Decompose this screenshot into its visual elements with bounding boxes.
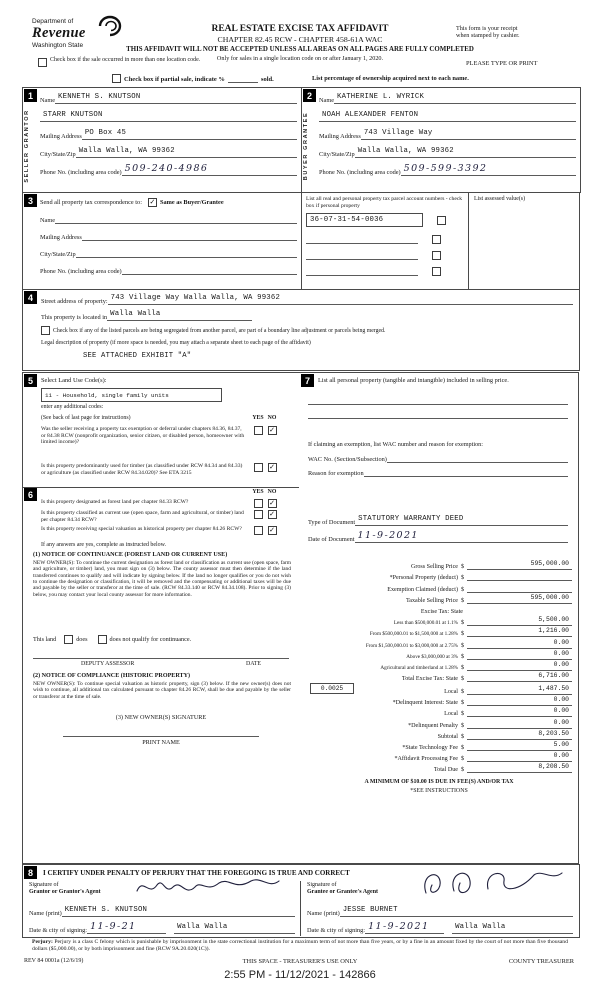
does-checkbox[interactable] xyxy=(64,635,73,644)
seller-name-label: Name xyxy=(40,97,56,104)
logo-state-text: Washington State xyxy=(32,42,84,49)
buyer-mailing-field[interactable]: 743 Village Way xyxy=(361,129,576,140)
see-back-note: (See back of last page for instructions) xyxy=(41,415,131,421)
new-owner-signature-label: (3) NEW OWNER(S) SIGNATURE xyxy=(115,714,207,721)
corr-mailing-label: Mailing Address xyxy=(40,234,82,241)
does-label: does xyxy=(76,636,88,643)
assessed-value-column xyxy=(469,193,579,291)
partial-sale-percent-field[interactable] xyxy=(228,75,258,83)
corr-phone-label: Phone No. (including area code) xyxy=(40,268,122,275)
doc-type-field[interactable]: STATUTORY WARRANTY DEED xyxy=(355,515,568,526)
s5-q1-yes-checkbox[interactable] xyxy=(254,426,263,435)
certification-section xyxy=(22,864,580,938)
seller-city-field[interactable]: Walla Walla, WA 99362 xyxy=(76,147,297,158)
dollar-sign: $ xyxy=(460,631,465,638)
parcel-number-field-3[interactable] xyxy=(306,266,418,276)
dollar-sign: $ xyxy=(460,756,465,763)
dollar-sign: $ xyxy=(460,711,465,718)
section7-number: 7 xyxy=(301,374,314,387)
s6-question2: Is this property classified as current use (open space, farm and agricultural, or timber) land per chapter 84.34 RCW? xyxy=(41,510,244,523)
form-title: REAL ESTATE EXCISE TAX AFFIDAVIT xyxy=(211,24,389,34)
deputy-assessor-label: DEPUTY ASSESSOR xyxy=(81,661,135,667)
s5-q2-no-checkbox[interactable]: ✓ xyxy=(269,463,275,471)
county-treasurer-label: COUNTY TREASURER xyxy=(508,958,574,965)
buyer-name2-field[interactable]: NOAH ALEXANDER FENTON xyxy=(319,111,576,122)
single-location-note: Only for sales in a single location code on or after January 1, 2020. xyxy=(216,54,384,62)
row-local-label: Local xyxy=(444,689,458,696)
row-subtotal-label: Subtotal xyxy=(437,733,458,740)
row-total-state-value[interactable]: 6,716.00 xyxy=(467,672,572,682)
corr-phone-field[interactable] xyxy=(122,264,297,275)
dollar-sign: $ xyxy=(460,620,465,627)
seller-city-label: City/State/Zip xyxy=(40,151,76,158)
doc-type-label: Type of Document xyxy=(308,519,356,526)
scan-timestamp: 2:55 PM - 11/12/2021 - 142866 xyxy=(224,969,376,981)
row-delinq-int-local-label: Local xyxy=(444,711,458,718)
section5-number: 5 xyxy=(24,374,37,387)
s6-yes-header: YES xyxy=(252,489,264,495)
correspondence-section xyxy=(22,192,580,292)
form-chapters: CHAPTER 82.45 RCW - CHAPTER 458-61A WAC xyxy=(217,35,383,44)
row-agri-value[interactable]: 0.00 xyxy=(467,661,572,671)
row-taxable-value[interactable]: 595,000.00 xyxy=(467,594,572,604)
minimum-due-note: A MINIMUM OF $10.00 IS DUE IN FEE(S) AND/OR TAX xyxy=(364,779,514,785)
certification-divider xyxy=(300,881,301,936)
grantor-city-field[interactable]: Walla Walla xyxy=(174,923,295,934)
grantee-sig-of-label: Signature of xyxy=(307,882,337,888)
row-exemption-value[interactable] xyxy=(467,583,572,593)
legal-description-label: Legal description of property (if more space is needed, you may attach a separate sheet to each page of the affidavit) xyxy=(41,340,311,346)
grantee-date-field[interactable]: 11-9-2021 xyxy=(365,921,444,934)
segregated-checkbox[interactable] xyxy=(41,326,50,335)
date-label: DATE xyxy=(245,661,261,667)
seller-name2-field[interactable]: STARR KNUTSON xyxy=(40,111,297,122)
section3-number: 3 xyxy=(24,194,37,207)
row-tier2-value[interactable]: 1,216.00 xyxy=(467,627,572,637)
personal-property-line-2[interactable] xyxy=(308,417,568,419)
row-exemption-label: Exemption Claimed (deduct) xyxy=(387,586,458,593)
section2-number: 2 xyxy=(303,89,316,102)
same-as-buyer-checkbox[interactable]: ✓ xyxy=(149,197,156,206)
row-taxable-label: Taxable Selling Price xyxy=(405,597,458,604)
if-yes-note: If any answers are yes, complete as instructed below. xyxy=(41,542,166,548)
excise-tax-table xyxy=(306,559,572,773)
certify-statement: I CERTIFY UNDER PENALTY OF PERJURY THAT THE FOREGOING IS TRUE AND CORRECT xyxy=(43,869,350,877)
logo-dept-text: Department of xyxy=(32,18,74,25)
located-in-field[interactable]: Walla Walla xyxy=(107,310,252,321)
form-rev-number: REV 84 0001a (12/6/19) xyxy=(24,958,84,964)
partial-sale-label: Check box if partial sale, indicate % xyxy=(124,76,225,83)
seller-section xyxy=(22,87,302,193)
dollar-sign: $ xyxy=(460,745,465,751)
section1-number: 1 xyxy=(24,89,37,102)
row-total-due-label: Total Due xyxy=(433,767,458,774)
perjury-body: Perjury is a class C felony which is punishable by imprisonment in the state correctional institution for a maximum term of not more than five years, or by a fine in an amount fixed by the court of not more than five thousand dollars ($5,000.00), or by both imprisonment and fine (RCW 9A.20.020(1C)). xyxy=(32,939,568,952)
dollar-sign: $ xyxy=(460,575,465,582)
row-tier3-label: From $1,500,000.01 to $3,000,000 at 2.75% xyxy=(365,642,458,649)
grantor-name-print-label: Name (print) xyxy=(29,910,62,917)
receipt-note-line2: when stamped by cashier. xyxy=(456,32,520,39)
s5-yes-header: YES xyxy=(252,415,264,421)
seller-phone-label: Phone No. (including area code) xyxy=(40,169,122,176)
please-type-note: PLEASE TYPE OR PRINT xyxy=(466,60,538,67)
exemption-note: If claiming an exemption, list WAC number and reason for exemption: xyxy=(308,441,483,448)
row-total-due-value[interactable]: 8,208.50 xyxy=(467,763,572,773)
buyer-name-label: Name xyxy=(319,97,335,104)
dollar-sign: $ xyxy=(460,564,465,571)
notice1-title: (1) NOTICE OF CONTINUANCE (FOREST LAND OR CURRENT USE) xyxy=(33,552,228,558)
legal-description-value[interactable]: SEE ATTACHED EXHIBIT "A" xyxy=(83,352,192,360)
row-excise-header-label: Excise Tax: State xyxy=(420,608,463,615)
row-tier4-value[interactable]: 0.00 xyxy=(467,650,572,660)
s5-q2-yes-checkbox[interactable] xyxy=(254,463,263,472)
row-affidavit-fee-label: *Affidavit Processing Fee xyxy=(394,756,458,763)
dollar-sign: $ xyxy=(460,597,465,604)
land-use-code-field[interactable]: 11 - Household, single family units xyxy=(41,388,222,402)
row-personal-label: *Personal Property (deduct) xyxy=(389,575,458,582)
does-not-checkbox[interactable] xyxy=(98,635,107,644)
notice2-body: NEW OWNER(S): To continue special valuation as historic property, sign (3) below. If the new owner(s) does not wish to continue, all additional tax calculated pursuant to chapter 84.26 RCW, shall be due and payable by the seller or transferor at the time of sale. xyxy=(33,681,291,700)
s5-question2: Is this property predominantly used for timber (as classified under RCW 84.34 and 84.33) or agriculture (as classified under RCW 84.34.020)? See ETA 3215 xyxy=(41,463,243,476)
corr-city-label: City/State/Zip xyxy=(40,251,76,258)
corr-name-label: Name xyxy=(40,217,56,224)
parcel-personal-checkbox-0[interactable] xyxy=(437,216,446,225)
section-divider xyxy=(23,487,299,488)
s6-question3: Is this property receiving special valuation as historical property per chapter 84.26 RCW? xyxy=(41,526,242,532)
parcel-number-field-1[interactable] xyxy=(306,234,418,244)
s6-q3-no-checkbox[interactable]: ✓ xyxy=(269,526,275,534)
corr-city-field[interactable] xyxy=(76,247,297,258)
wac-field[interactable] xyxy=(387,452,568,463)
grantee-name-print-label: Name (print) xyxy=(307,910,340,917)
grantee-city-field[interactable]: Walla Walla xyxy=(452,923,573,934)
revenue-swirl-icon xyxy=(94,14,128,38)
row-subtotal-value[interactable]: 8,203.50 xyxy=(467,730,572,740)
row-tier1-label: Less than $500,000.01 at 1.1% xyxy=(393,620,458,627)
buyer-city-label: City/State/Zip xyxy=(319,151,355,158)
same-as-buyer-label: Same as Buyer/Grantee xyxy=(159,198,224,206)
parcel-number-field[interactable]: 36-07-31-54-0036 xyxy=(306,213,423,227)
new-owner-signature-line[interactable] xyxy=(63,735,259,737)
seller-side-label: SELLER GRANTOR xyxy=(24,109,30,183)
parcel-personal-checkbox-3[interactable] xyxy=(432,267,441,276)
parcel-column xyxy=(302,193,469,291)
row-delinq-penalty-label: *Delinquent Penalty xyxy=(408,722,458,729)
seller-phone-field[interactable]: 509-240-4986 xyxy=(122,164,297,176)
buyer-mailing-label: Mailing Address xyxy=(319,133,361,140)
row-tech-fee-value[interactable]: 5.00 xyxy=(467,741,572,751)
row-tier4-label: Above $3,000,000 at 3% xyxy=(406,653,458,660)
personal-property-label: List all personal property (tangible and intangible) included in selling price. xyxy=(318,377,509,384)
grantee-date-city-label: Date & city of signing: xyxy=(307,927,366,934)
row-delinq-int-local-value[interactable]: 0.00 xyxy=(467,707,572,717)
buyer-phone-label: Phone No. (including area code) xyxy=(319,169,401,176)
section4-number: 4 xyxy=(24,291,37,304)
parcel-personal-checkbox-2[interactable] xyxy=(432,251,441,260)
row-delinq-int-state-label: *Delinquent Interest: State xyxy=(392,700,458,707)
row-delinq-int-state-value[interactable]: 0.00 xyxy=(467,696,572,706)
row-total-state-label: Total Excise Tax: State xyxy=(401,676,458,683)
property-address-section xyxy=(22,289,580,371)
grantor-name-print-field[interactable]: KENNETH S. KNUTSON xyxy=(62,906,295,917)
dollar-sign: $ xyxy=(460,767,465,774)
dollar-sign: $ xyxy=(460,676,465,683)
multi-location-label: Check box if the sale occurred in more than one location code. xyxy=(50,57,201,63)
dollar-sign: $ xyxy=(460,700,465,707)
s6-q2-no-checkbox[interactable]: ✓ xyxy=(269,510,275,518)
dollar-sign: $ xyxy=(460,689,465,696)
row-tech-fee-label: *State Technology Fee xyxy=(402,745,458,751)
dollar-sign: $ xyxy=(460,586,465,593)
reason-exemption-label: Reason for exemption xyxy=(308,470,364,477)
ownership-note: List percentage of ownership acquired next to each name. xyxy=(312,75,469,82)
parcel-number-field-2[interactable] xyxy=(306,250,418,260)
dollar-sign: $ xyxy=(460,653,465,660)
buyer-section xyxy=(302,87,581,193)
street-address-label: Street address of property: xyxy=(41,298,108,305)
buyer-city-field[interactable]: Walla Walla, WA 99362 xyxy=(355,147,576,158)
s6-q1-yes-checkbox[interactable] xyxy=(254,499,263,508)
send-correspondence-label: Send all property tax correspondence to: xyxy=(40,198,142,206)
grantee-signature[interactable] xyxy=(418,867,568,901)
s6-q2-yes-checkbox[interactable] xyxy=(254,510,263,519)
s6-no-header: NO xyxy=(267,489,277,495)
corr-mailing-field[interactable] xyxy=(82,230,297,241)
dollar-sign: $ xyxy=(460,664,465,671)
correspondence-left xyxy=(23,193,302,291)
personal-property-line-1[interactable] xyxy=(308,403,568,405)
doc-date-field[interactable]: 11-9-2021 xyxy=(355,530,568,543)
multi-location-checkbox[interactable] xyxy=(38,58,47,67)
excise-column xyxy=(300,372,579,864)
buyer-name-field[interactable]: KATHERINE L. WYRICK xyxy=(334,93,576,104)
row-tier2-label: From $500,000.01 to $1,500,000 at 1.28% xyxy=(369,631,458,638)
grantor-agent-label: Grantor or Grantor's Agent xyxy=(29,889,101,895)
seller-mailing-field[interactable]: PO Box 45 xyxy=(82,129,297,140)
section6-number: 6 xyxy=(24,488,37,501)
street-address-extra-field[interactable] xyxy=(323,294,573,305)
section8-number: 8 xyxy=(24,866,37,879)
local-rate-field[interactable]: 0.0025 xyxy=(310,683,354,694)
dollar-sign: $ xyxy=(460,642,465,649)
print-name-label: PRINT NAME xyxy=(142,739,180,746)
dor-logo xyxy=(32,18,162,49)
notice2-title: (2) NOTICE OF COMPLIANCE (HISTORIC PROPERTY) xyxy=(33,673,191,679)
parcel-personal-checkbox-1[interactable] xyxy=(432,235,441,244)
assessed-value-header: List assessed value(s) xyxy=(474,196,526,202)
grantor-date-city-label: Date & city of signing: xyxy=(29,927,88,934)
partial-sale-suffix: sold. xyxy=(260,76,274,83)
s6-q3-yes-checkbox[interactable] xyxy=(254,526,263,535)
dollar-sign: $ xyxy=(460,722,465,729)
s6-question1: Is this property designated as forest land per chapter 84.33 RCW? xyxy=(41,499,189,505)
see-instructions-note: *SEE INSTRUCTIONS xyxy=(410,788,468,794)
deputy-assessor-signature-line[interactable] xyxy=(33,657,289,659)
segregated-label: Check box if any of the listed parcels are being segregated from another parcel, are part of a boundary line adjustment or parcels being merged. xyxy=(53,327,386,334)
partial-sale-checkbox[interactable] xyxy=(112,74,121,83)
s5-no-header: NO xyxy=(267,415,277,421)
does-not-label: does not qualify for continuance. xyxy=(109,636,192,643)
additional-codes-label: enter any additional codes: xyxy=(41,404,104,410)
s5-question1: Was the seller receiving a property tax exemption or deferral under chapters 84.36, 84.37, or 84.38 RCW (nonprofit organization, senior citizen, or disabled person, homeowner with limited income)? xyxy=(41,426,245,446)
land-use-column xyxy=(22,372,302,864)
street-address-field[interactable]: 743 Village Way Walla Walla, WA 99362 xyxy=(108,294,323,305)
row-agri-label: Agricultural and timberland at 1.28% xyxy=(380,664,458,671)
corr-name-field[interactable] xyxy=(55,213,297,224)
row-gross-value[interactable]: 595,000.00 xyxy=(467,560,572,570)
wac-label: WAC No. (Section/Subsection) xyxy=(308,456,387,463)
buyer-side-label: BUYER GRANTEE xyxy=(303,111,309,181)
row-local-value[interactable]: 1,487.50 xyxy=(467,685,572,695)
s6-q1-no-checkbox[interactable]: ✓ xyxy=(269,499,275,507)
parcel-header: List all real and personal property tax parcel account numbers - check box if personal property xyxy=(306,196,463,209)
land-use-label: Select Land Use Code(s): xyxy=(41,377,107,384)
row-personal-value[interactable] xyxy=(467,571,572,581)
row-tier1-value[interactable]: 5,500.00 xyxy=(467,616,572,626)
grantee-agent-label: Grantee or Grantee's Agent xyxy=(307,889,379,895)
accept-warning: THIS AFFIDAVIT WILL NOT BE ACCEPTED UNLESS ALL AREAS ON ALL PAGES ARE FULLY COMPLETED xyxy=(126,46,474,53)
doc-date-label: Date of Document xyxy=(308,536,355,543)
treasurer-space-label: THIS SPACE - TREASURER'S USE ONLY xyxy=(242,958,358,965)
seller-mailing-label: Mailing Address xyxy=(40,133,82,140)
buyer-phone-field[interactable]: 509-599-3392 xyxy=(401,164,576,176)
grantee-name-print-field[interactable]: JESSE BURNET xyxy=(340,906,573,917)
row-affidavit-fee-value[interactable]: 0.00 xyxy=(467,752,572,762)
reason-exemption-field[interactable] xyxy=(364,466,568,477)
grantor-signature[interactable] xyxy=(133,873,283,899)
notice1-body: NEW OWNER(S): To continue the current designation as forest land or classification as current use (open space, farm and agriculture, or timber) land, you must sign on (3) below. The county assessor must then determine if the land transferred continues to qualify and will indicate by signing below. If the land no longer qualifies or you do not wish to continue the designation or classification, it will be removed and the compensating or additional taxes will be due and payable by the seller or transferor at the time of sale. (RCW 84.33.140 or RCW 84.34.108). Prior to signing (3) below, you may contact your local county assessor for more information. xyxy=(33,560,291,598)
row-delinq-penalty-value[interactable]: 0.00 xyxy=(467,719,572,729)
grantor-sig-of-label: Signature of xyxy=(29,882,59,888)
row-gross-label: Gross Selling Price xyxy=(410,564,458,571)
row-tier3-value[interactable]: 0.00 xyxy=(467,639,572,649)
perjury-lead: Perjury: xyxy=(32,939,53,945)
s5-q1-no-checkbox[interactable]: ✓ xyxy=(269,426,275,434)
receipt-note-line1: This form is your receipt xyxy=(456,25,518,32)
seller-name-field[interactable]: KENNETH S. KNUTSON xyxy=(55,93,297,104)
logo-revenue-text: Revenue xyxy=(32,25,86,41)
this-land-label: This land xyxy=(33,636,57,643)
grantor-date-field[interactable]: 11-9-21 xyxy=(87,921,166,934)
located-in-label: This property is located in xyxy=(41,314,108,321)
dollar-sign: $ xyxy=(460,733,465,740)
